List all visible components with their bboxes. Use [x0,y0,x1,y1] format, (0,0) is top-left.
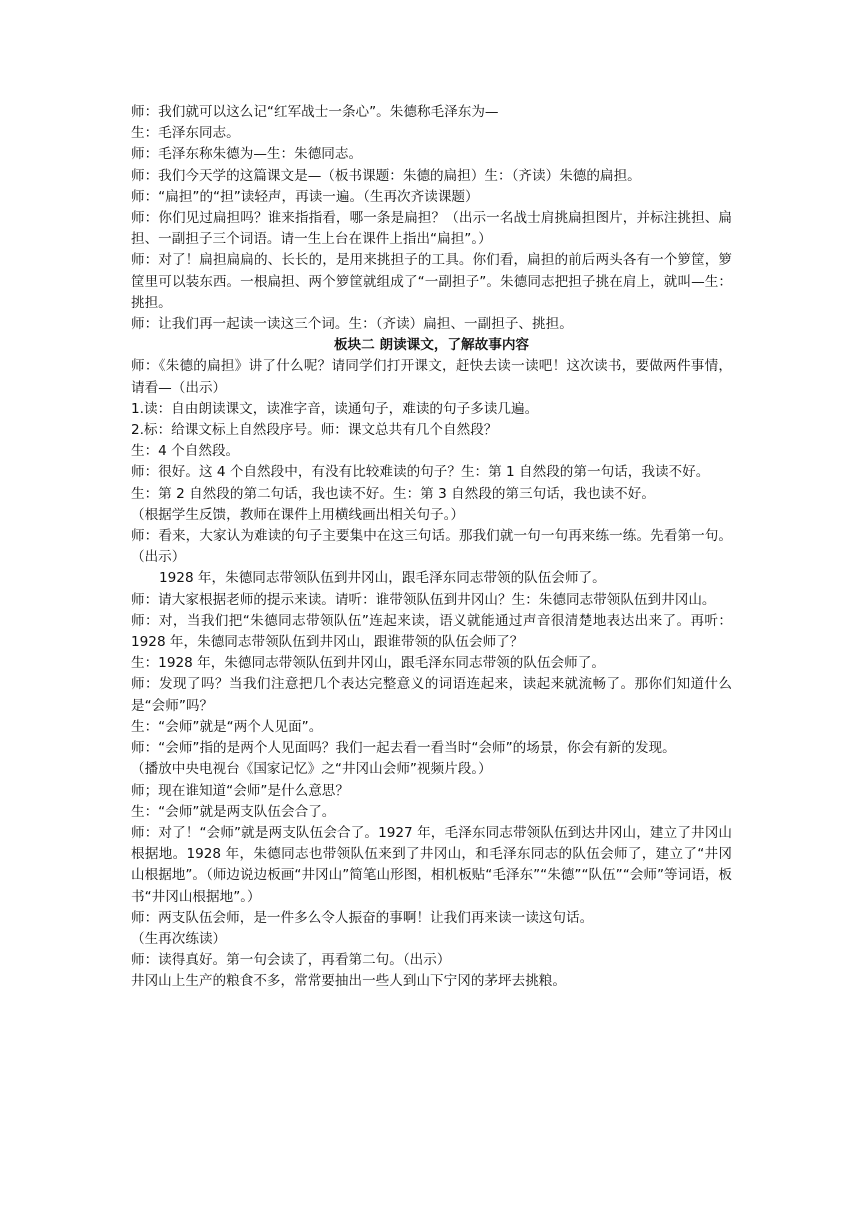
paragraph: 师：对，当我们把“朱德同志带领队伍”连起来读，语义就能通过声音很清楚地表达出来了。再听：1928 年，朱德同志带领队伍到井冈山，跟谁带领的队伍会师了？ [131,612,732,651]
paragraph: 师：你们见过扁担吗？谁来指指看，哪一条是扁担？（出示一名战士肩挑扁担图片，并标注挑担、扁担、一副担子三个词语。请一生上台在课件上指出“扁担”。） [131,210,732,248]
paragraph: 师：《朱德的扁担》讲了什么呢？请同学们打开课文，赶快去读一读吧！这次读书，要做两件事情，请看—（出示） [131,358,732,396]
paragraph: 生：“会师”就是两支队伍会合了。 [131,803,336,820]
paragraph: 生：4 个自然段。 [131,443,240,460]
paragraph: 师：我们今天学的这篇课文是—（板书课题：朱德的扁担）生：（齐读）朱德的扁担。 [131,167,641,184]
paragraph: 师：很好。这 4 个自然段中，有没有比较难读的句子？生：第 1 自然段的第一句话，我读不好。 [131,464,710,481]
paragraph: 2.标：给课文标上自然段序号。师：课文总共有几个自然段？ [131,422,498,439]
paragraph: （播放中央电视台《国家记忆》之“井冈山会师”视频片段。） [131,761,492,778]
paragraph: 师：对了！扁担扁扁的、长长的，是用来挑担子的工具。你们看，扁担的前后两头各有一个箩筐，箩筐里可以装东西。一根扁担、两个箩筐就组成了“一副担子”。朱德同志把担子挑在肩上，就叫—生：挑担。 [131,252,732,311]
paragraph: 1928 年，朱德同志带领队伍到井冈山，跟毛泽东同志带领的队伍会师了。 [159,570,606,587]
paragraph: 生：1928 年，朱德同志带领队伍到井冈山，跟毛泽东同志带领的队伍会师了。 [131,655,605,672]
paragraph: 师：看来，大家认为难读的句子主要集中在这三句话。那我们就一句一句再来练一练。先看第一句。（出示） [131,528,732,566]
paragraph: （根据学生反馈，教师在课件上用横线画出相关句子。） [131,506,465,523]
paragraph: 师：“扁担”的“担”读轻声，再读一遍。（生再次齐读课题） [131,188,479,205]
paragraph: 师：请大家根据老师的提示来读。请听：谁带领队伍到井冈山？生：朱德同志带领队伍到井冈山。 [131,591,716,608]
section-heading: 板块二 朗读课文，了解故事内容 [333,337,530,354]
paragraph: 师：我们就可以这么记“红军战士一条心”。朱德称毛泽东为— [131,104,499,120]
paragraph: 师；现在谁知道“会师”是什么意思？ [131,782,349,799]
paragraph: 生：“会师”就是“两个人见面”。 [131,718,323,735]
paragraph: 生：第 2 自然段的第二句话，我也读不好。生：第 3 自然段的第三句话，我也读不好。 [131,485,655,502]
paragraph: 师：对了！“会师”就是两支队伍会合了。1927 年，毛泽东同志带领队伍到达井冈山，建立了井冈山根据地。1928 年，朱德同志也带领队伍来到了井冈山，和毛泽东同志的队伍会师了，建立了“井冈山根据地”。（师边说边板画“井冈山”简笔山形图，相机板贴“毛泽东”“朱德”“队伍”“会师”等词语，板书“井冈山根据地”。） [131,824,732,905]
paragraph: 师：让我们再一起读一读这三个词。生：（齐读）扁担、一副担子、挑担。 [131,316,573,333]
paragraph: 师：读得真好。第一句会读了，再看第二句。（出示） [131,952,451,969]
paragraph: 师：发现了吗？当我们注意把几个表达完整意义的词语连起来，读起来就流畅了。那你们知道什么是“会师”吗？ [131,676,732,714]
paragraph: 生：毛泽东同志。 [131,125,240,142]
paragraph: 师：“会师”指的是两个人见面吗？我们一起去看一看当时“会师”的场景，你会有新的发现。 [131,740,676,757]
paragraph: 1.读：自由朗读课文，读准字音，读通句子，难读的句子多读几遍。 [131,400,539,417]
paragraph: （生再次练读） [131,930,227,947]
paragraph: 师：两支队伍会师，是一件多么令人振奋的事啊！让我们再来读一读这句话。 [131,909,594,926]
paragraph: 师：毛泽东称朱德为—生：朱德同志。 [131,146,363,163]
paragraph: 井冈山上生产的粮食不多，常常要抽出一些人到山下宁冈的茅坪去挑粮。 [131,973,566,990]
